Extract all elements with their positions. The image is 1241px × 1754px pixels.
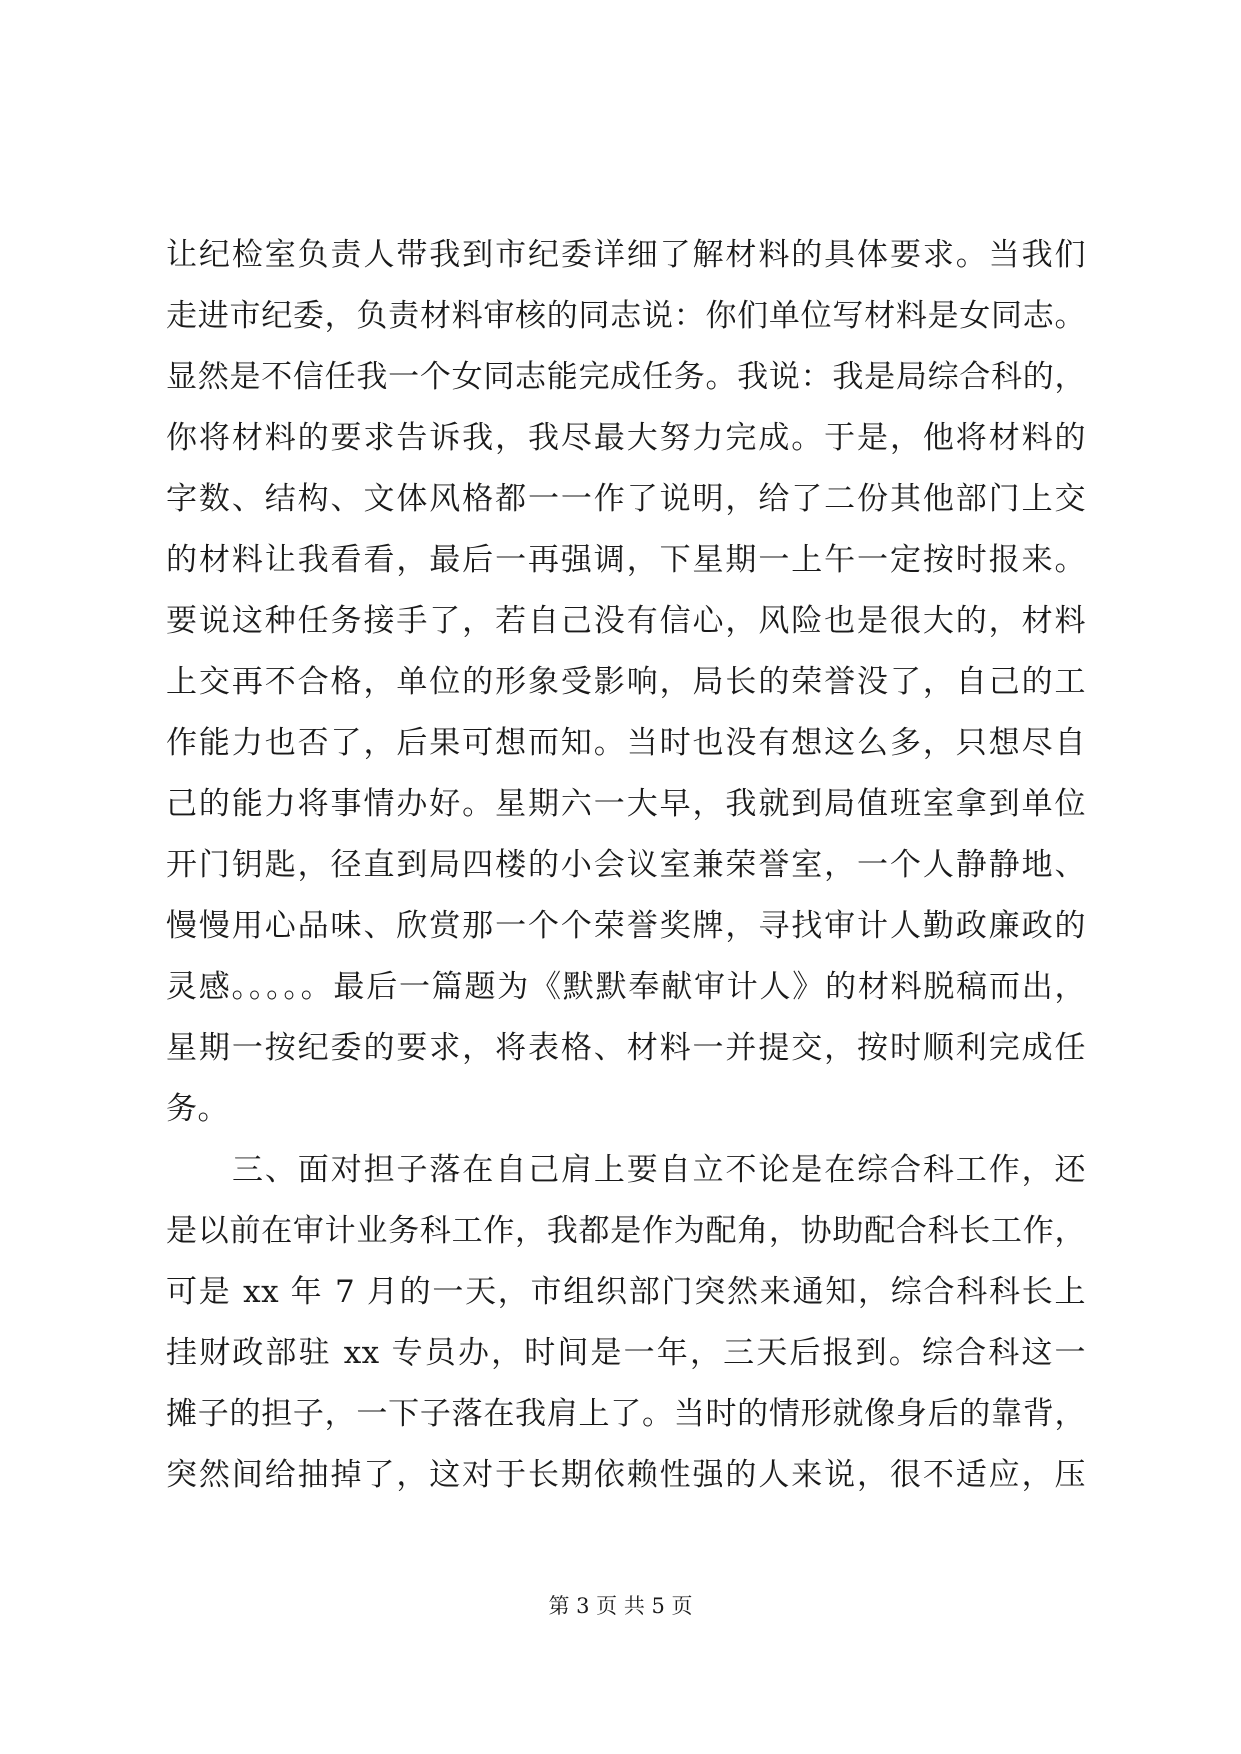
text-line: 慢慢用心品味、欣赏那一个个荣誉奖牌，寻找审计人勤政廉政的 bbox=[166, 908, 1086, 944]
text-line: 作能力也否了，后果可想而知。当时也没有想这么多，只想尽自 bbox=[166, 725, 1086, 761]
text-line: 你将材料的要求告诉我，我尽最大努力完成。于是，他将材料的 bbox=[166, 420, 1086, 456]
text-line: 是以前在审计业务科工作，我都是作为配角，协助配合科长工作， bbox=[166, 1213, 1086, 1249]
text-line: 三、面对担子落在自己肩上要自立不论是在综合科工作，还 bbox=[232, 1152, 1086, 1188]
text-line: 突然间给抽掉了，这对于长期依赖性强的人来说，很不适应，压 bbox=[166, 1457, 1086, 1493]
text-line: 的材料让我看看，最后一再强调，下星期一上午一定按时报来。 bbox=[166, 542, 1086, 578]
text-line: 星期一按纪委的要求，将表格、材料一并提交，按时顺利完成任 bbox=[166, 1030, 1086, 1066]
text-line: 字数、结构、文体风格都一一作了说明，给了二份其他部门上交 bbox=[166, 481, 1086, 517]
paragraph-1 bbox=[166, 225, 1086, 1140]
page-footer: 第 3 页 共 5 页 bbox=[548, 1594, 693, 1618]
text-line: 务。 bbox=[166, 1091, 229, 1127]
text-line: 要说这种任务接手了，若自己没有信心，风险也是很大的，材料 bbox=[166, 603, 1086, 639]
text-line: 显然是不信任我一个女同志能完成任务。我说：我是局综合科的， bbox=[166, 359, 1086, 395]
text-line: 灵感。。。。。最后一篇题为《默默奉献审计人》的材料脱稿而出， bbox=[166, 969, 1086, 1005]
document-body bbox=[166, 225, 1086, 1506]
text-line: 己的能力将事情办好。星期六一大早，我就到局值班室拿到单位 bbox=[166, 786, 1086, 822]
text-line: 挂财政部驻 xx 专员办，时间是一年，三天后报到。综合科这一 bbox=[166, 1335, 1086, 1371]
text-line: 可是 xx 年 7 月的一天，市组织部门突然来通知，综合科科长上 bbox=[166, 1274, 1086, 1310]
text-line: 摊子的担子，一下子落在我肩上了。当时的情形就像身后的靠背， bbox=[166, 1396, 1086, 1432]
paragraph-2 bbox=[166, 1140, 1086, 1506]
text-line: 走进市纪委，负责材料审核的同志说：你们单位写材料是女同志。 bbox=[166, 298, 1086, 334]
text-line: 上交再不合格，单位的形象受影响，局长的荣誉没了，自己的工 bbox=[166, 664, 1086, 700]
text-line: 让纪检室负责人带我到市纪委详细了解材料的具体要求。当我们 bbox=[166, 237, 1086, 273]
text-line: 开门钥匙，径直到局四楼的小会议室兼荣誉室，一个人静静地、 bbox=[166, 847, 1086, 883]
